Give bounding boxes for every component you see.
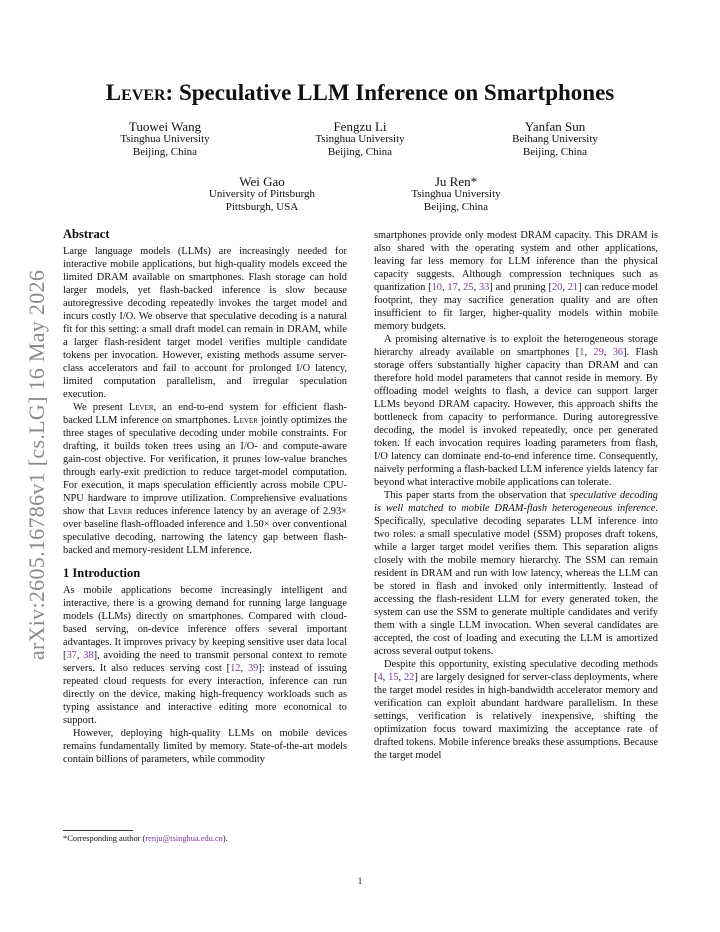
abstract-paragraph-1: Large language models (LLMs) are increasingly needed for interactive mobile applications, but high-quality models exceed the limited DRAM available on smartphones. Flash storage can hold larger models, yet flash-backed inference is slow because autoregressive decoding repeatedly invokes the target model and incurs costly I/O. We observe that speculative decoding is a natural fit for this setting: a small draft model can remain in DRAM, while a larger flash-resident target model verifies multiple candidate tokens per invocation. However, existing methods assume server-class accelerators and fail to account for prolonged I/O latency, limited computation parallelism, and irregular speculation execution. bbox=[63, 246, 347, 400]
author-3 bbox=[455, 120, 655, 159]
author-affiliation: University of Pittsburgh bbox=[208, 188, 316, 200]
intro-paragraph-1: As mobile applications become increasingly intelligent and interactive, there is a growing demand for running large language models (LLMs) directly on smartphones. Compared with cloud-based serving, on-device inference offers several important advantages. It improves privacy by keeping sensitive user data local [37, 38], avoiding the need to transmit personal context to remote servers. It also reduces serving cost [12, 39]: instead of issuing repeated cloud requests for every interaction, inference can run directly on the device, making high-frequency workloads such as typing assistance and interactive editing more economical to support. bbox=[63, 585, 347, 726]
system-name: Lever bbox=[233, 415, 258, 426]
citation-link[interactable]: 39 bbox=[247, 663, 259, 674]
system-name: Lever bbox=[128, 402, 154, 413]
footnote-divider bbox=[63, 830, 133, 831]
citation-link[interactable]: 36 bbox=[612, 347, 624, 358]
intro-paragraph-4: This paper starts from the observation that speculative decoding is well matched to mobile DRAM-flash heterogeneous inference. Specifically, speculative decoding separates LLM inference into two roles: a small speculative model (SSM) proposes draft tokens, while a larger target model verifies them. This separation aligns closely with the mobile memory hierarchy. The SSM can remain resident in DRAM and run with low latency, whereas the LLM can be stored in flash and invoked only intermittently. Instead of accessing the flash-resident LLM for every generated token, the system can use the SSM to generate multiple candidates and verify them with a single LLM invocation. When several candidates are accepted, the cost of loading and executing the LLM is amortized across several output tokens. bbox=[374, 490, 658, 657]
author-name: Tuowei Wang bbox=[128, 119, 202, 134]
citation-link[interactable]: 21 bbox=[567, 282, 579, 293]
citation-link[interactable]: 17 bbox=[447, 282, 458, 293]
title-system-name: Lever bbox=[105, 80, 166, 105]
system-name: Lever bbox=[107, 506, 133, 517]
author-name: Wei Gao bbox=[239, 174, 285, 189]
citation-link[interactable]: 37 bbox=[66, 650, 77, 661]
author-1 bbox=[65, 120, 265, 159]
author-affiliation: Tsinghua University bbox=[411, 188, 501, 200]
citation-link[interactable]: 29 bbox=[593, 347, 604, 358]
author-location: Beijing, China bbox=[327, 146, 393, 158]
author-location: Pittsburgh, USA bbox=[225, 201, 299, 213]
abstract-paragraph-2: We present Lever, an end-to-end system for efficient flash-backed LLM inference on smartphones. Lever jointly optimizes the three stages of speculative decoding under mobile constraints. For drafting, it builds token trees using an I/O- and compute-aware gain-cost objective. For verification, it prunes low-value branches through early-exit prediction to reduce target-model computation. For execution, it maps speculation efficiently across mobile CPU-NPU hardware to improve utilization. Comprehensive evaluations show that Lever reduces inference latency by an average of 2.93× over baseline flash-offloaded inference and 1.50× over conventional speculative decoding, narrowing the latency gap between flash-backed and memory-resident LLM inference. bbox=[63, 402, 347, 556]
citation-link[interactable]: 1 bbox=[579, 347, 585, 358]
author-location: Beijing, China bbox=[522, 146, 588, 158]
citation-link[interactable]: 33 bbox=[478, 282, 490, 293]
title-rest: : Speculative LLM Inference on Smartphones bbox=[165, 80, 615, 105]
introduction-heading: 1 Introduction bbox=[63, 566, 141, 580]
author-location: Beijing, China bbox=[423, 201, 489, 213]
abstract-heading: Abstract bbox=[63, 227, 110, 241]
author-4 bbox=[162, 175, 362, 214]
left-column bbox=[63, 226, 347, 766]
email-link[interactable]: renju@tsinghua.edu.cn bbox=[145, 834, 223, 843]
citation-link[interactable]: 12 bbox=[230, 663, 241, 674]
footnote: *Corresponding author (renju@tsinghua.edu.cn). bbox=[63, 834, 228, 843]
intro-paragraph-2: However, deploying high-quality LLMs on mobile devices remains fundamentally limited by memory. State-of-the-art models contain billions of parameters, while commodity bbox=[63, 728, 347, 765]
key-observation: speculative decoding is well matched to mobile DRAM-flash heterogeneous inference. bbox=[374, 490, 658, 514]
author-5 bbox=[356, 175, 556, 214]
author-affiliation: Tsinghua University bbox=[315, 133, 405, 145]
citation-link[interactable]: 25 bbox=[463, 282, 474, 293]
arxiv-identifier: arXiv:2605.16786v1 [cs.LG] 16 May 2026 bbox=[24, 269, 49, 661]
citation-link[interactable]: 4 bbox=[377, 672, 383, 683]
page-number: 1 bbox=[357, 876, 363, 886]
author-location: Beijing, China bbox=[132, 146, 198, 158]
citation-link[interactable]: 38 bbox=[83, 650, 94, 661]
author-name: Fengzu Li bbox=[333, 119, 387, 134]
author-affiliation: Beihang University bbox=[512, 133, 598, 145]
author-affiliation: Tsinghua University bbox=[120, 133, 210, 145]
right-column bbox=[374, 229, 658, 762]
paper-title bbox=[0, 80, 720, 106]
author-name: Yanfan Sun bbox=[524, 119, 586, 134]
citation-link[interactable]: 20 bbox=[551, 282, 563, 293]
citation-link[interactable]: 10 bbox=[431, 282, 442, 293]
citation-link[interactable]: 22 bbox=[403, 672, 415, 683]
author-name: Ju Ren* bbox=[434, 174, 478, 189]
intro-paragraph-5: Despite this opportunity, existing speculative decoding methods [4, 15, 22] are largely designed for server-class deployments, where the target model resides in high-bandwidth accelerator memory and verification can exploit abundant hardware parallelism. In these settings, verification is relatively inexpensive, shifting the optimization focus toward maximizing the acceptance rate of drafted tokens. Mobile inference breaks these assumptions. Because the target model bbox=[374, 659, 659, 761]
citation-link[interactable]: 15 bbox=[388, 672, 399, 683]
author-2 bbox=[260, 120, 460, 159]
arxiv-sidebar bbox=[22, 250, 52, 680]
intro-paragraph-3: A promising alternative is to exploit the heterogeneous storage hierarchy already available on smartphones [1, 29, 36]. Flash storage offers substantially higher capacity than DRAM and can therefore hold model parameters that cannot reside in memory. By offloading model weights to flash, a device can support larger LLMs beyond DRAM capacity. However, this approach shifts the bottleneck from capacity to performance. During autoregressive decoding, the model is invoked repeatedly, once per generated token. If each invocation requires loading parameters from flash, I/O latency can dominate end-to-end inference time. Consequently, naively performing a flash-backed LLM inference yields latency far beyond what interactive mobile applications can tolerate. bbox=[374, 334, 658, 488]
intro-paragraph-2-continued: smartphones provide only modest DRAM capacity. This DRAM is also shared with the operating system and other applications, leaving far less memory for LLM inference than the physical capacity suggests. Although compression techniques such as quantization [10, 17, 25, 33] and pruning [20, 21] can reduce model footprint, they may sacrifice generation quality and are often insufficient to fit larger, higher-quality models within mobile memory budgets. bbox=[374, 230, 658, 332]
